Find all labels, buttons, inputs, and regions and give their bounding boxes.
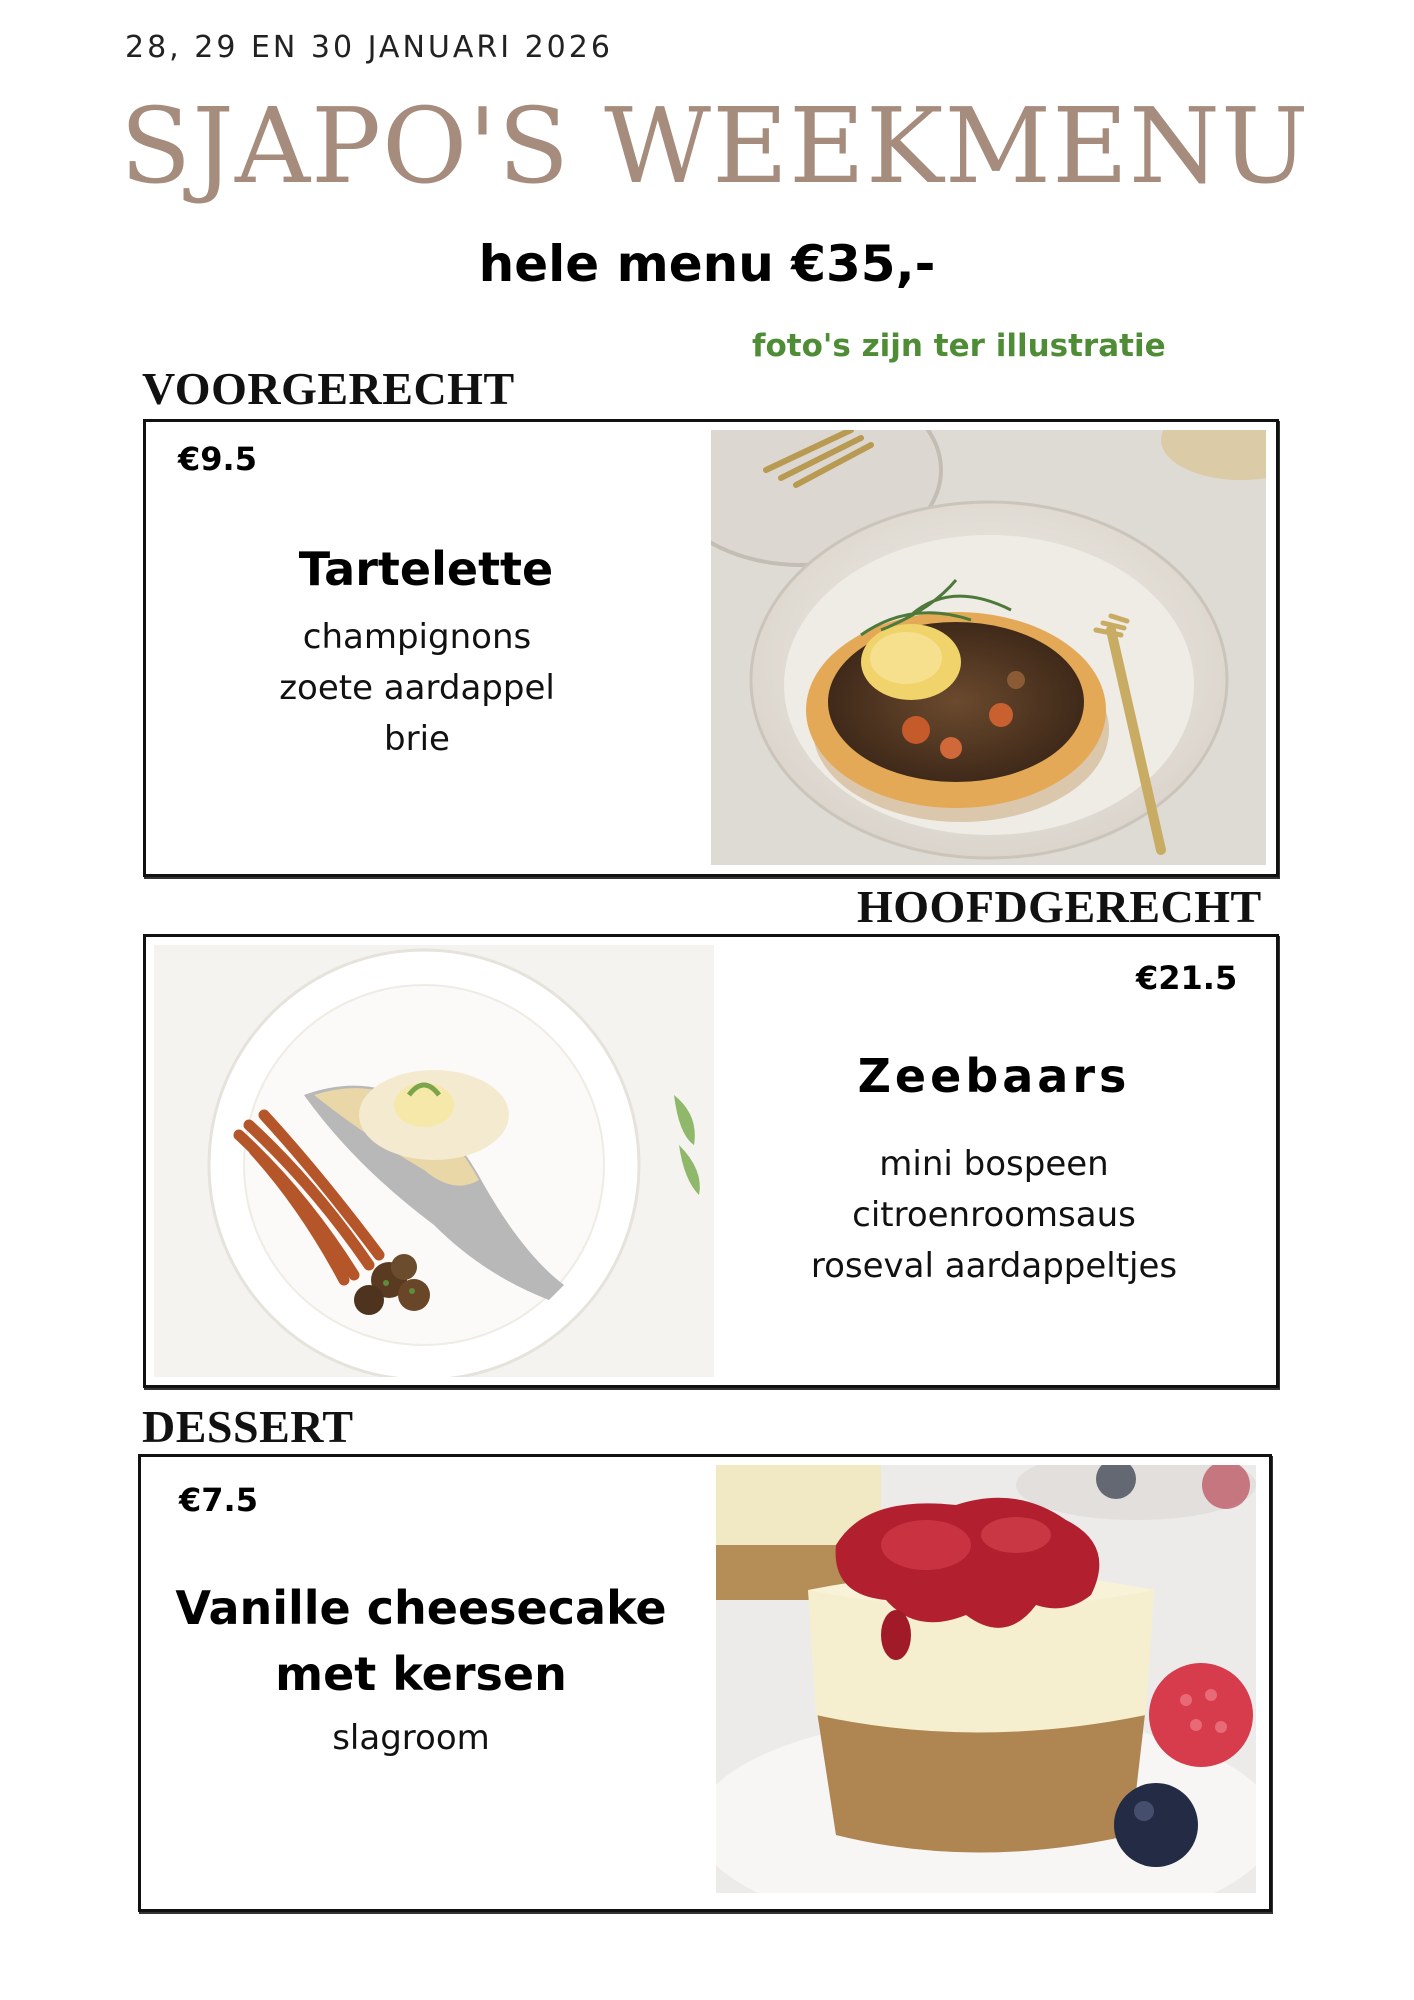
dessert-card bbox=[138, 1454, 1272, 1912]
main-course-card bbox=[143, 934, 1279, 1388]
tartelette-photo bbox=[711, 430, 1266, 865]
section-label-dessert: DESSERT bbox=[142, 1401, 354, 1452]
ingredient: zoete aardappel bbox=[279, 668, 555, 708]
dessert-price: €7.5 bbox=[179, 1481, 258, 1519]
dessert-ingredients bbox=[141, 1713, 681, 1764]
dish-line: Vanille cheesecake bbox=[175, 1581, 667, 1635]
ingredient: champignons bbox=[302, 617, 532, 657]
zeebaars-illustration bbox=[154, 945, 714, 1377]
cheesecake-photo bbox=[716, 1465, 1256, 1893]
photo-disclaimer: foto's zijn ter illustratie bbox=[752, 328, 1166, 364]
starter-ingredients bbox=[146, 612, 688, 765]
menu-date: 28, 29 EN 30 JANUARI 2026 bbox=[125, 30, 613, 65]
starter-card bbox=[143, 419, 1279, 877]
main-course-dish-name: Zeebaars bbox=[857, 1049, 1131, 1103]
ingredient: brie bbox=[384, 719, 450, 759]
starter-price: €9.5 bbox=[178, 440, 257, 478]
dish-line: met kersen bbox=[275, 1647, 567, 1701]
main-course-price: €21.5 bbox=[1136, 959, 1238, 997]
dessert-dish-name bbox=[141, 1575, 701, 1707]
full-menu-price: hele menu €35,- bbox=[478, 235, 936, 293]
section-label-starter: VOORGERECHT bbox=[142, 363, 515, 414]
ingredient: citroenroomsaus bbox=[852, 1195, 1136, 1235]
cheesecake-illustration bbox=[716, 1465, 1256, 1893]
main-course-ingredients bbox=[714, 1139, 1274, 1292]
ingredient: slagroom bbox=[332, 1718, 490, 1758]
tartelette-illustration bbox=[711, 430, 1266, 865]
zeebaars-photo bbox=[154, 945, 714, 1377]
starter-dish-name: Tartelette bbox=[298, 542, 554, 596]
menu-title: SJAPO'S WEEKMENU bbox=[120, 85, 1310, 207]
ingredient: mini bospeen bbox=[879, 1144, 1109, 1184]
section-label-main: HOOFDGERECHT bbox=[857, 881, 1262, 932]
ingredient: roseval aardappeltjes bbox=[810, 1246, 1178, 1286]
